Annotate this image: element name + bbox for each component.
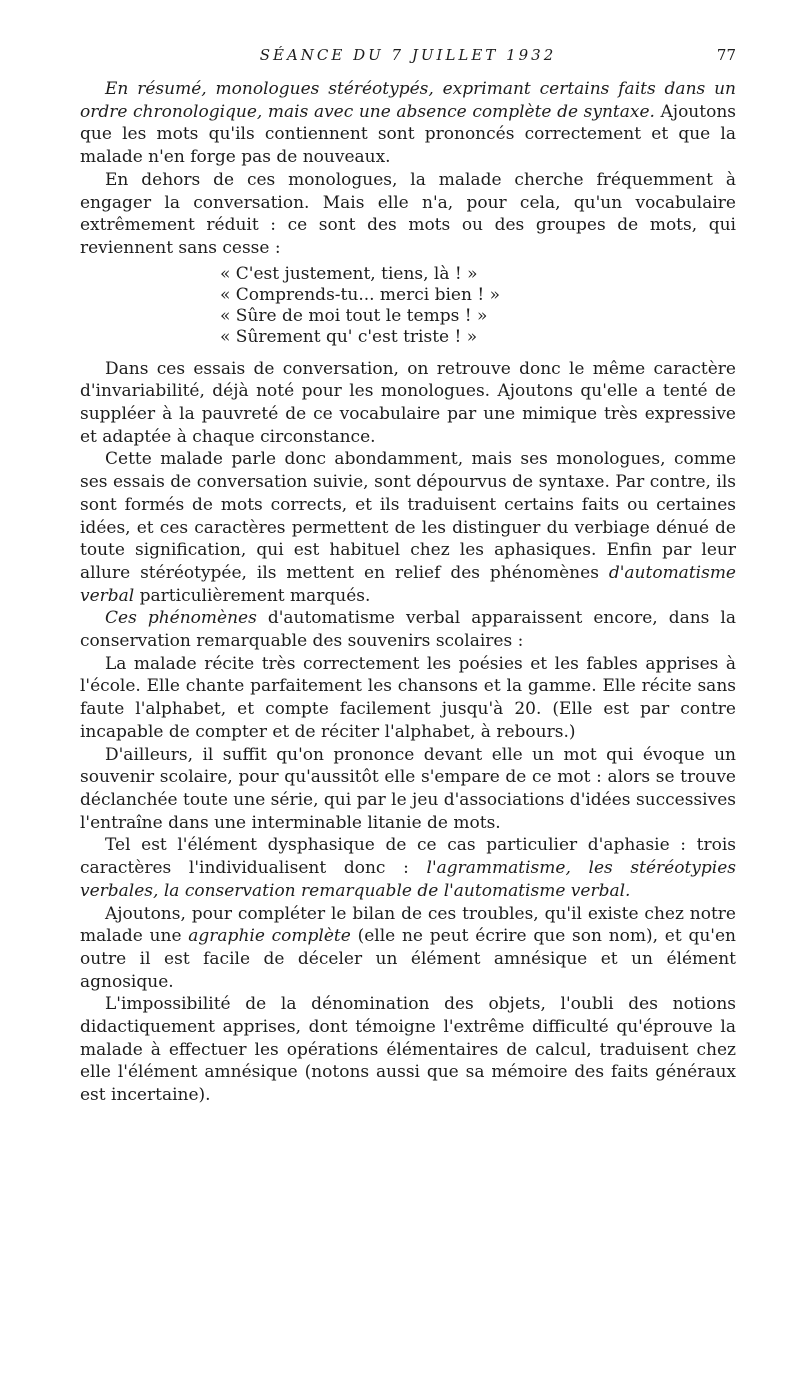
quote-line: « Sûre de moi tout le temps ! »: [220, 305, 488, 326]
running-title: SÉANCE DU 7 JUILLET 1932: [259, 46, 557, 64]
page-header: [80, 40, 736, 70]
page-number: 77: [716, 46, 736, 64]
quoted-phrases: [80, 264, 736, 348]
paragraph-6: La malade récite très correctement les poésies et les fables apprises à l'école. Elle chante parfaitement les chansons et la gamme. Elle récite sans faute l'alphabet, et compte facilement jusqu'à 20. (Elle est par contre incapable de compter et de réciter l'alphabet, à rebours.): [80, 653, 736, 742]
paragraph-8-part-a: Tel est l'élément dysphasique de ce cas particulier d'aphasie : trois caractères l'individualisent donc :: [80, 835, 736, 879]
paragraph-5-rest: d'automatisme verbal apparaissent encore, dans la conservation remarquable des souvenirs scolaires :: [80, 608, 736, 652]
document-page: [80, 40, 736, 1107]
paragraph-4-part-b: particulièrement marqués.: [134, 585, 371, 606]
paragraph-9-part-a: Ajoutons, pour compléter le bilan de ces troubles, qu'il existe chez notre malade une: [80, 903, 736, 947]
quote-line: « Sûrement qu' c'est triste ! »: [220, 326, 478, 347]
paragraph-9: [80, 903, 736, 994]
paragraph-4: [80, 448, 736, 607]
paragraph-5: [80, 607, 736, 652]
paragraph-5-italic: Ces phénomènes: [105, 608, 257, 629]
paragraph-9-part-b: (elle ne peut écrire que son nom), et qu'en outre il est facile de déceler un élément amnésique et un élément agnosique.: [80, 926, 736, 992]
body-text: [80, 78, 736, 1107]
paragraph-2: En dehors de ces monologues, la malade cherche fréquemment à engager la conversation. Mais elle n'a, pour cela, qu'un vocabulaire extrêmement réduit : ce sont des mots ou des groupes de mots, qui reviennent sans cesse :: [80, 169, 736, 258]
quote-line: « C'est justement, tiens, là ! »: [220, 263, 478, 284]
paragraph-4-italic: d'automatisme verbal: [80, 562, 736, 606]
paragraph-8-italic: l'agrammatisme, les stéréotypies verbales, la conservation remarquable de l'automatisme verbal.: [80, 858, 737, 901]
paragraph-1-rest: Ajoutons que les mots qu'ils contiennent sont prononcés correctement et que la malade n'en forge pas de nouveaux.: [80, 101, 736, 168]
paragraph-1: [80, 78, 736, 169]
paragraph-7: D'ailleurs, il suffit qu'on prononce devant elle un mot qui évoque un souvenir scolaire, pour qu'aussitôt elle s'empare de ce mot : alors se trouve déclanchée toute une série, qui par le jeu d'associations d'idées successives l'entraîne dans une interminable litanie de mots.: [80, 744, 736, 833]
paragraph-10: L'impossibilité de la dénomination des objets, l'oubli des notions didactiquement apprises, dont témoigne l'extrême difficulté qu'éprouve la malade à effectuer les opérations élémentaires de calcul, traduisent chez elle l'élément amnésique (notons aussi que sa mémoire des faits généraux est incertaine).: [80, 994, 736, 1106]
paragraph-1-italic: En résumé, monologues stéréotypés, exprimant certains faits dans un ordre chronologique, mais avec une absence complète de syntaxe.: [80, 79, 736, 122]
paragraph-8: [80, 834, 736, 902]
paragraph-4-part-a: Cette malade parle donc abondamment, mais ses monologues, comme ses essais de conversation suivie, sont dépourvus de syntaxe. Par contre, ils sont formés de mots corrects, et ils traduisent certains faits ou certaines idées, et ces caractères permettent de les distinguer du verbiage dénué de toute signification, qui est habituel chez les aphasiques. Enfin par leur allure stéréotypée, ils mettent en relief des phénomènes: [80, 449, 736, 583]
paragraph-9-italic: agraphie complète: [188, 926, 351, 947]
quote-line: « Comprends-tu... merci bien ! »: [220, 284, 500, 305]
paragraph-3: Dans ces essais de conversation, on retrouve donc le même caractère d'invariabilité, déjà noté pour les monologues. Ajoutons qu'elle a tenté de suppléer à la pauvreté de ce vocabulaire par une mimique très expressive et adaptée à chaque circonstance.: [80, 358, 736, 447]
